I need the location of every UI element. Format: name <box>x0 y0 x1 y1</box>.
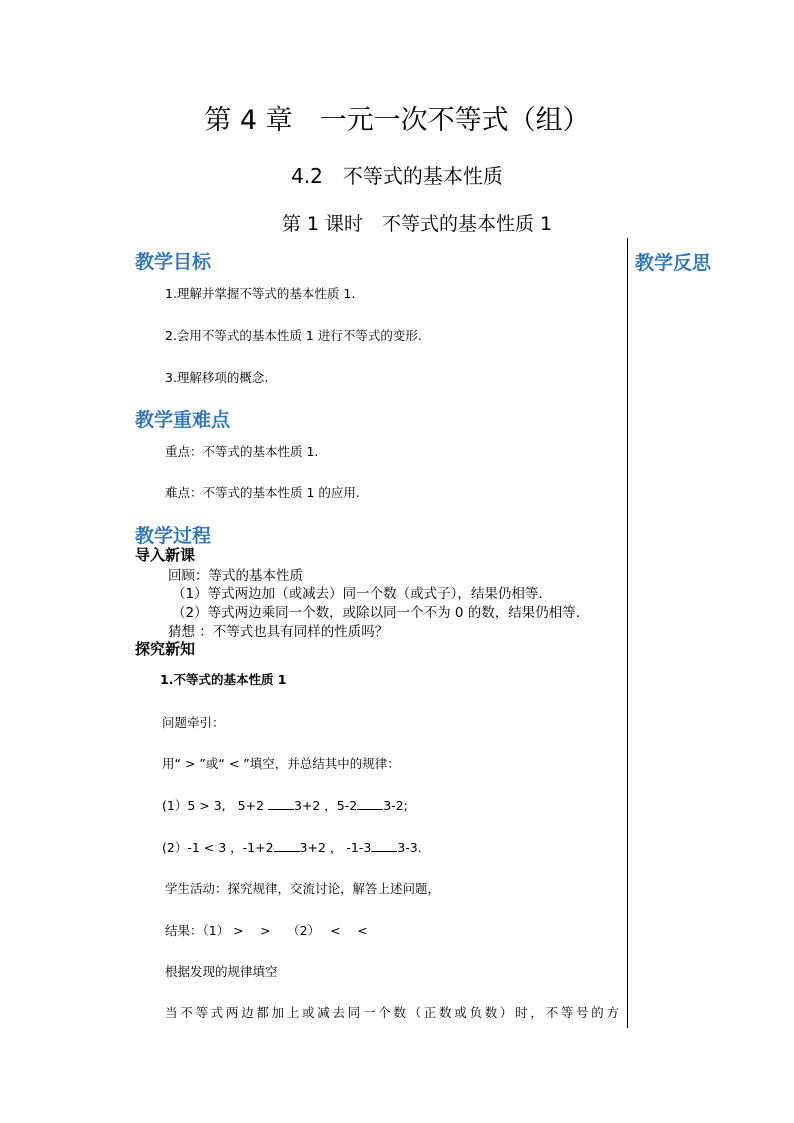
review-text: 回顾：等式的基本性质 <box>168 568 303 584</box>
activity-text: 学生活动：探究规律，交流讨论，解答上述问题， <box>165 881 441 896</box>
key-points-title: 教学重难点 <box>135 409 231 431</box>
q1-label: (1）5 > 3, <box>162 798 226 813</box>
q1-part1: 5+2 <box>237 798 264 813</box>
intro-title: 导入新课 <box>135 546 196 564</box>
goal-item: 3.理解移项的概念. <box>165 370 269 385</box>
result-text: 结果：（1） > > （2） < < <box>165 923 368 938</box>
instruction-text: 用“ > ”或“ < ”填空，并总结其中的规律： <box>162 756 400 771</box>
section-title: 4.2 不等式的基本性质 <box>291 164 503 188</box>
reflection-title: 教学反思 <box>635 252 712 274</box>
goals-title: 教学目标 <box>135 251 212 273</box>
review-item-1: （1）等式两边加（或减去）同一个数（或式子），结果仍相等. <box>172 586 543 602</box>
q2-part2: 3+2 ， -1-3 <box>299 840 372 855</box>
answer-blank <box>274 840 300 852</box>
goal-item: 2.会用不等式的基本性质 1 进行不等式的变形. <box>165 328 422 343</box>
q2-part3: 3-3. <box>397 840 422 855</box>
q1-part2: 3+2 ，5-2 <box>293 798 358 813</box>
guess-text: 猜想 ：不等式也具有同样的性质吗？ <box>168 624 389 640</box>
q1-part3: 3-2; <box>383 798 408 813</box>
lesson-title: 第 1 课时 不等式的基本性质 1 <box>281 213 553 235</box>
question-2 <box>162 838 422 856</box>
column-divider <box>627 238 628 1028</box>
review-item-2: （2）等式两边乘同一个数，或除以同一个不为 0 的数，结果仍相等. <box>172 605 581 621</box>
property-title: 1.不等式的基本性质 1 <box>160 672 287 687</box>
process-title: 教学过程 <box>135 525 212 547</box>
goal-item: 1.理解并掌握不等式的基本性质 1. <box>165 286 356 301</box>
q2-label: (2）-1 < 3 ，-1+2 <box>162 840 274 855</box>
difficulty-text: 难点：不等式的基本性质 1 的应用. <box>165 485 360 500</box>
property-statement: 当不等式两边都加上或减去同一个数（正数或负数）时，不等号的方 <box>165 1005 620 1020</box>
focus-text: 重点：不等式的基本性质 1. <box>165 444 319 459</box>
answer-blank <box>268 798 294 810</box>
answer-blank <box>371 840 397 852</box>
explore-title: 探究新知 <box>135 640 196 658</box>
question-lead: 问题牵引： <box>162 715 225 730</box>
chapter-title: 第 4 章 一元一次不等式（组） <box>204 105 590 136</box>
answer-blank <box>357 798 383 810</box>
question-1 <box>162 796 408 814</box>
fill-instruction: 根据发现的规律填空 <box>165 964 278 979</box>
